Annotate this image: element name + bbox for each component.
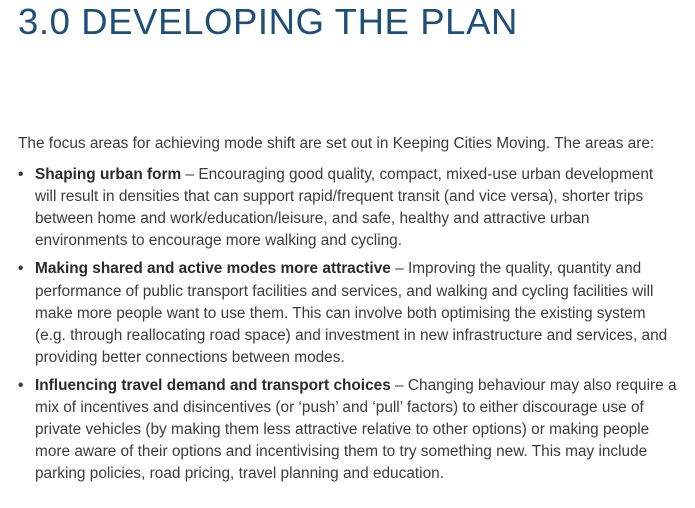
page-title: 3.0 DEVELOPING THE PLAN [18, 1, 518, 42]
bullet-icon: • [18, 376, 24, 394]
focus-area-title: Shaping urban form [35, 166, 182, 184]
list-item-shaping-urban-form [18, 164, 678, 252]
focus-area-description: – Improving the quality, quantity and performance of public transport facilities and services, and walking and cycling facilities will make more people want to use them. This can involve both optimising the existing system (e.g. through reallocating road space) and investment in new infrastructure and services, and providing better connections between modes. [35, 260, 668, 366]
focus-areas-list [18, 164, 678, 485]
body-content [18, 133, 678, 491]
focus-area-title: Influencing travel demand and transport choices [35, 376, 391, 394]
list-item-shared-active-modes [18, 258, 678, 368]
focus-area-title: Making shared and active modes more attractive [35, 260, 391, 278]
focus-area-description: – Encouraging good quality, compact, mixed-use urban development will result in densities that can support rapid/frequent transit (and vice versa), shorter trips between home and work/education/leisure, and safe, healthy and attractive urban environments to encourage more walking and cycling. [35, 166, 654, 250]
focus-area-description: – Changing behaviour may also require a mix of incentives and disincentives (or ‘push’ and ‘pull’ factors) to either discourage use of private vehicles (by making them less attractive relative to other options) or making people more aware of their options and incentivising them to try something new. This may include parking policies, road pricing, travel planning and education. [35, 376, 677, 483]
bullet-icon: • [18, 260, 24, 278]
intro-paragraph: The focus areas for achieving mode shift are set out in Keeping Cities Moving. The areas are: [18, 135, 655, 152]
list-item-travel-demand [18, 375, 678, 485]
bullet-icon: • [18, 166, 24, 184]
